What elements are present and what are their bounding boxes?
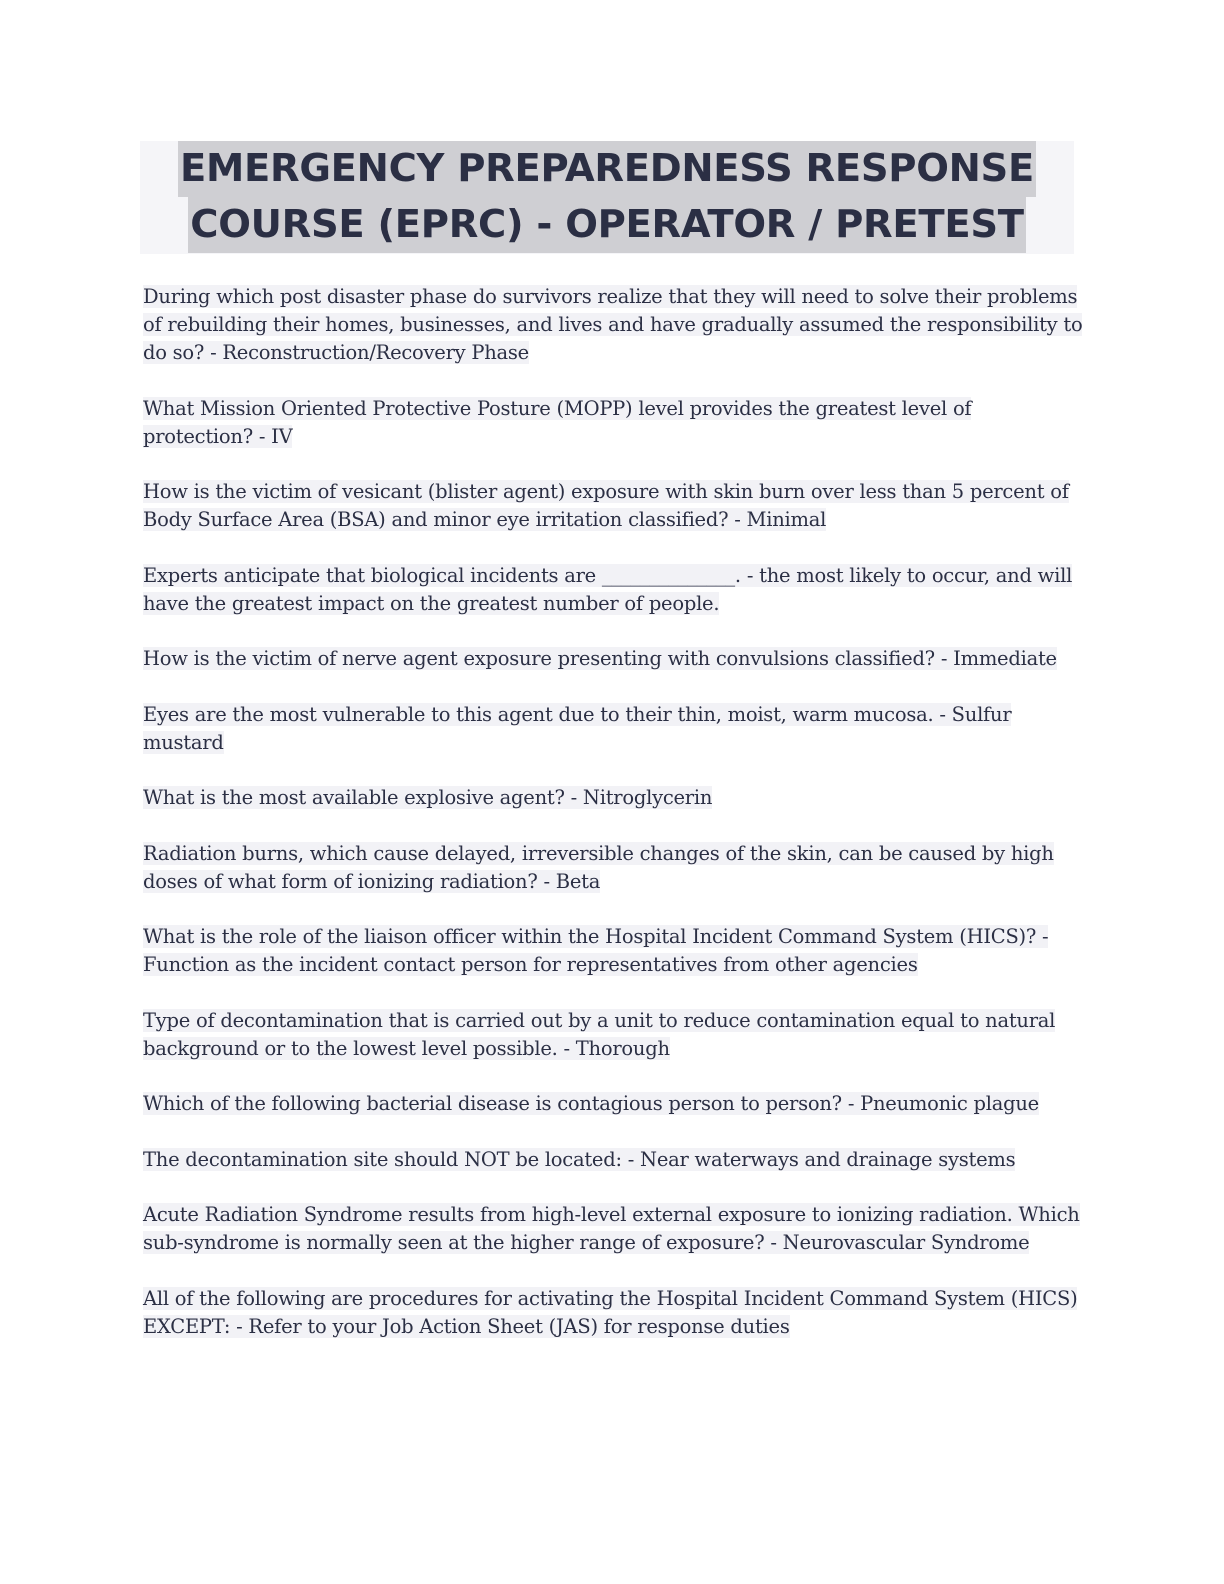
qa-item — [143, 1007, 1083, 1063]
qa-item — [143, 1146, 1083, 1174]
qa-item — [143, 923, 1083, 979]
title-line-2: COURSE (EPRC) - OPERATOR / PRETEST — [188, 197, 1025, 253]
qa-text: Acute Radiation Syndrome results from high-level external exposure to ionizing radiation. Which sub-syndrome is normally seen at the higher range of exposure? - Neurovascular Syndrome — [143, 1203, 1080, 1254]
document-title — [140, 141, 1074, 254]
qa-text: Radiation burns, which cause delayed, irreversible changes of the skin, can be caused by high doses of what form of ionizing radiation? - Beta — [143, 841, 1054, 893]
qa-text: What Mission Oriented Protective Posture (MOPP) level provides the greatest level of protection? - IV — [143, 396, 972, 448]
qa-item — [143, 562, 1083, 618]
qa-text: The decontamination site should NOT be located: - Near waterways and drainage systems — [143, 1147, 1016, 1171]
qa-item — [143, 645, 1083, 673]
qa-item — [143, 701, 1083, 757]
qa-text: Type of decontamination that is carried out by a unit to reduce contamination equal to natural background or to the lowest level possible. - Thorough — [143, 1008, 1056, 1060]
qa-text: How is the victim of vesicant (blister agent) exposure with skin burn over less than 5 percent of Body Surface Area (BSA) and minor eye irritation classified? - Minimal — [143, 480, 1069, 531]
qa-item — [143, 478, 1083, 534]
qa-text: Which of the following bacterial disease is contagious person to person? - Pneumonic plague — [143, 1092, 1039, 1115]
qa-text: During which post disaster phase do survivors realize that they will need to solve their problems of rebuilding their homes, businesses, and lives and have gradually assumed the responsibility to do so? - Reconstruction/Recovery Phase — [143, 285, 1083, 364]
qa-text: Eyes are the most vulnerable to this agent due to their thin, moist, warm mucosa. - Sulfur mustard — [143, 702, 1012, 754]
qa-item — [143, 395, 1083, 451]
title-line-1: EMERGENCY PREPAREDNESS RESPONSE — [178, 141, 1036, 197]
qa-item — [143, 784, 1083, 812]
qa-item — [143, 283, 1083, 367]
qa-item — [143, 1285, 1083, 1341]
qa-item — [143, 1090, 1083, 1118]
question-answer-list — [143, 283, 1083, 1368]
qa-item — [143, 840, 1083, 896]
qa-text: All of the following are procedures for activating the Hospital Incident Command System (HICS) EXCEPT: - Refer to your Job Action Sheet (JAS) for response duties — [143, 1286, 1078, 1338]
qa-text: What is the role of the liaison officer within the Hospital Incident Command System (HICS)? - Function as the incident contact person for representatives from other agencies — [143, 925, 1049, 976]
qa-text: Experts anticipate that biological incidents are ______________. - the most likely to occur, and will have the greatest impact on the greatest number of people. — [143, 563, 1073, 615]
qa-text: What is the most available explosive agent? - Nitroglycerin — [143, 786, 713, 809]
qa-item — [143, 1201, 1083, 1257]
qa-text: How is the victim of nerve agent exposure presenting with convulsions classified? - Immediate — [143, 647, 1057, 670]
